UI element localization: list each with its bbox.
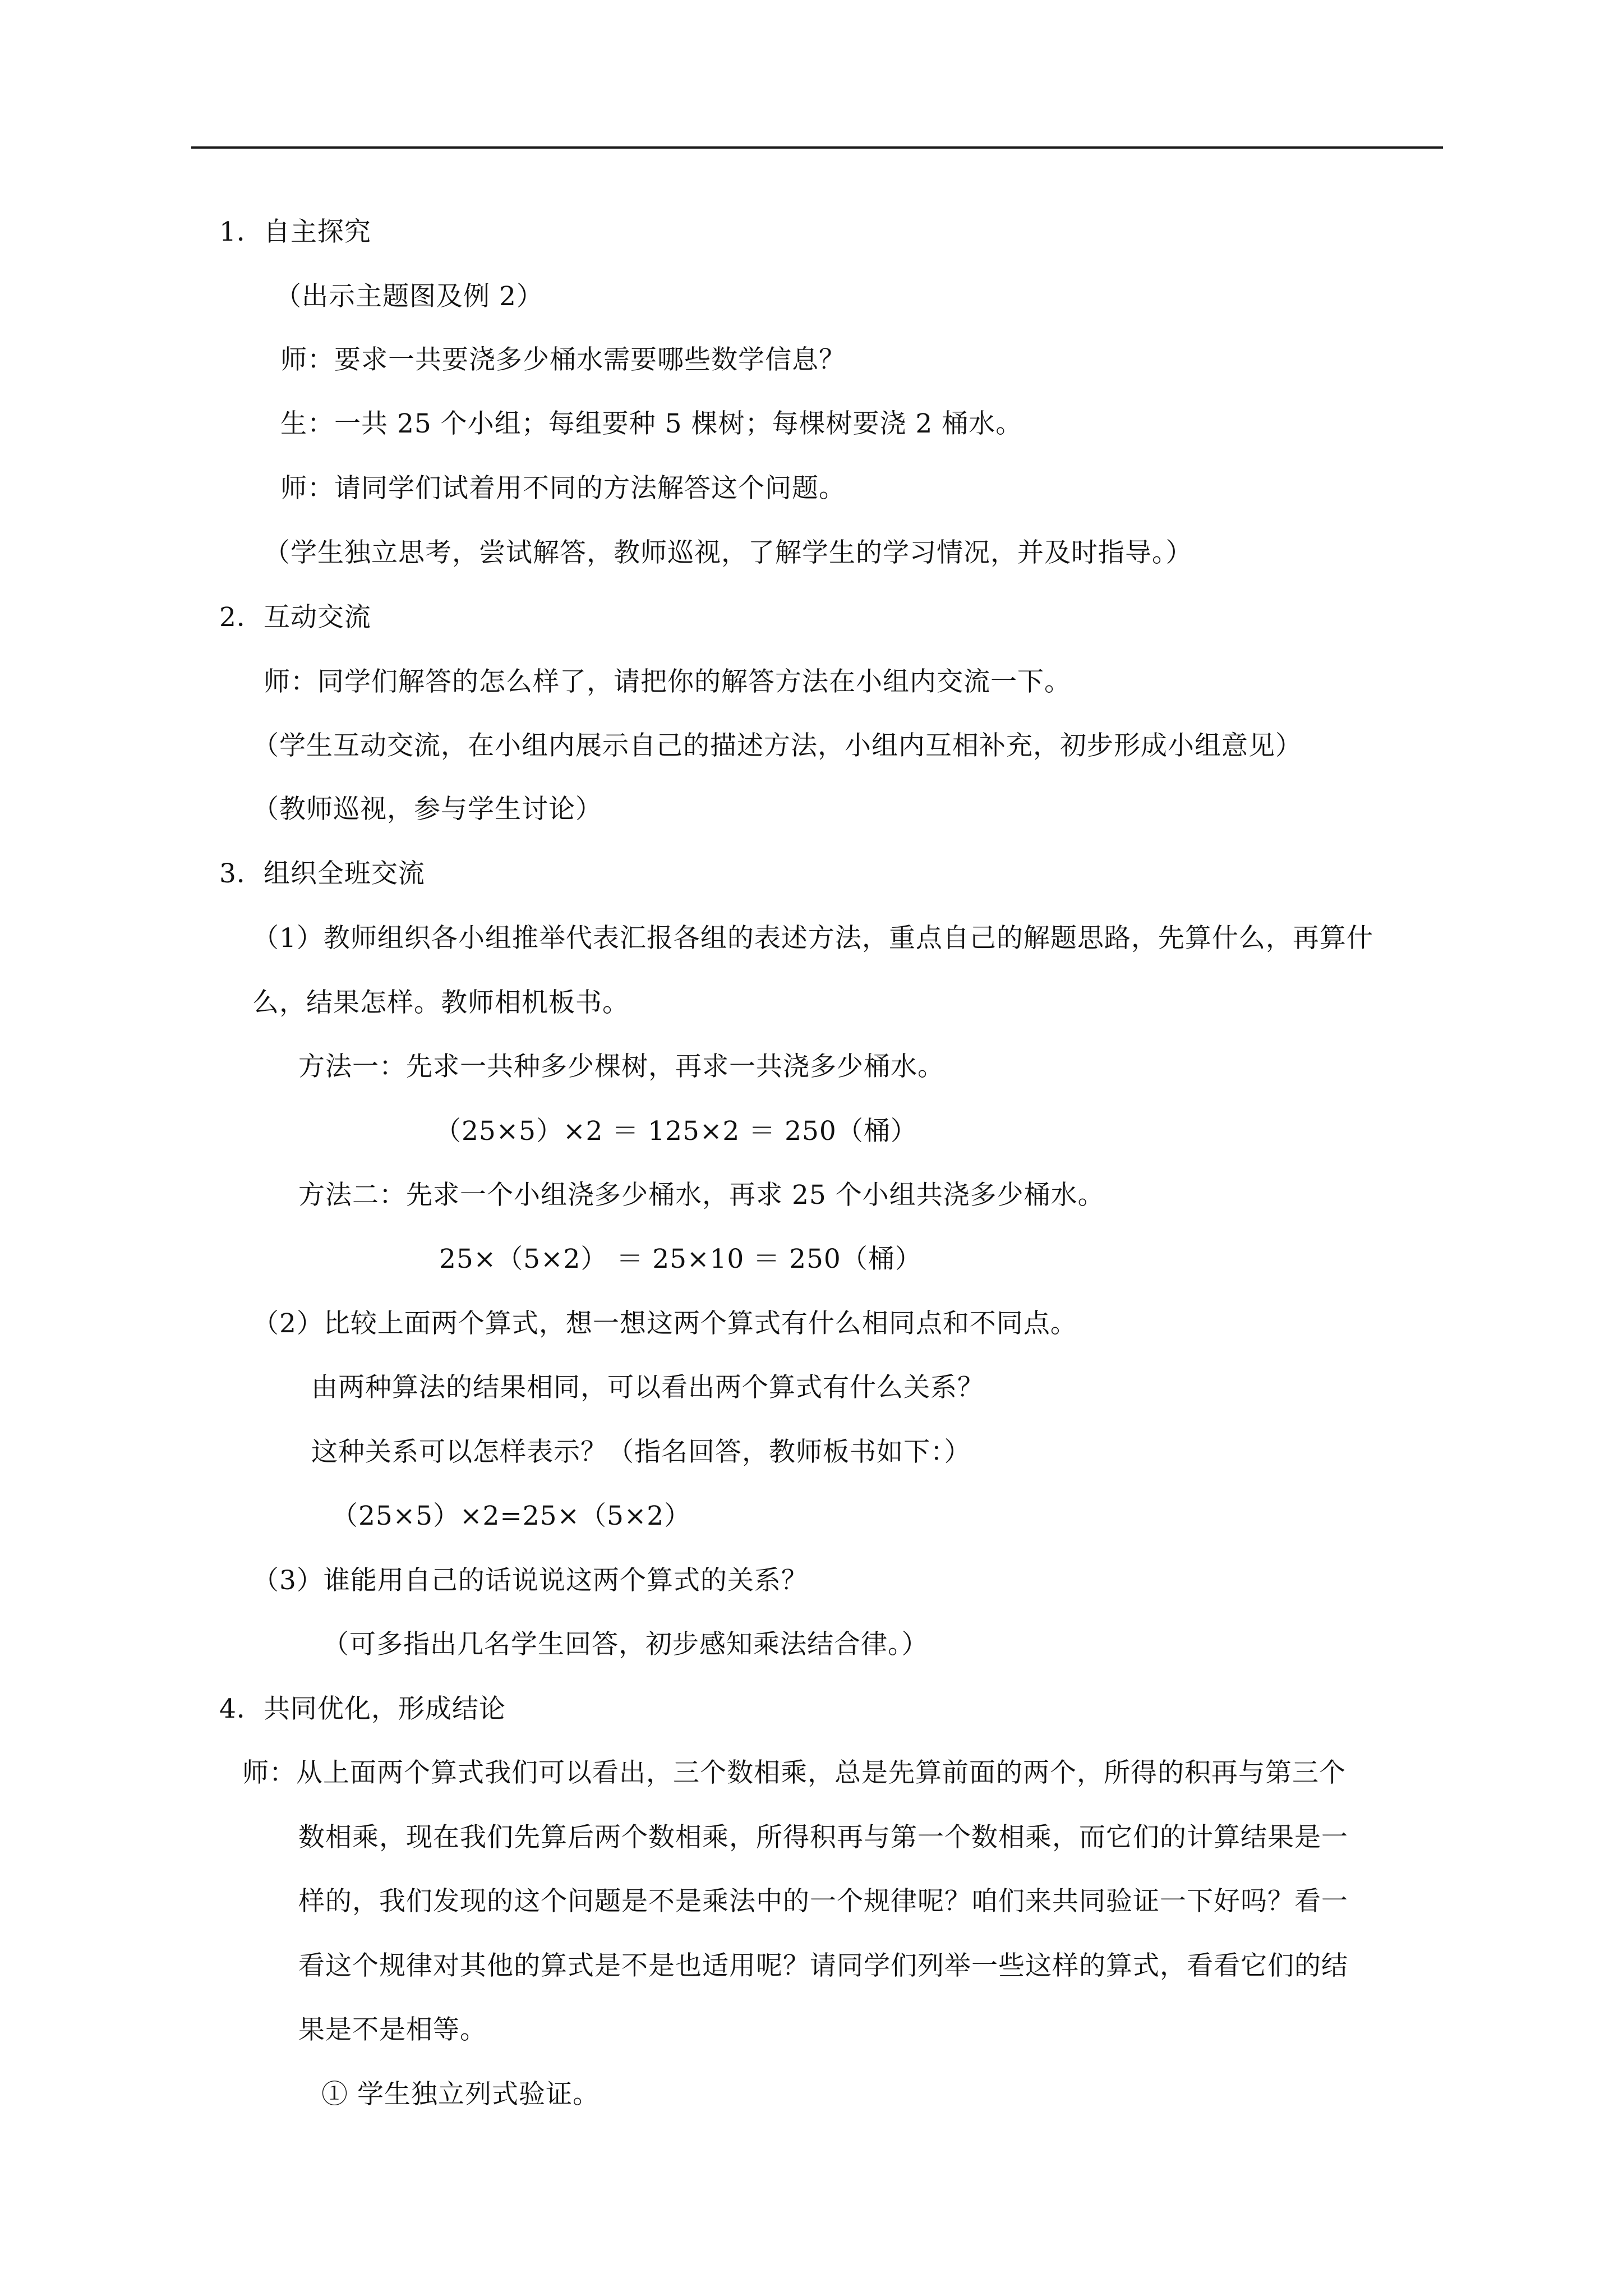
paragraph-line: （可多指出几名学生回答，初步感知乘法结合律。） [322,1629,929,1660]
method-two-line: 方法二：先求一个小组浇多少桶水，再求 25 个小组共浇多少桶水。 [298,1180,1105,1211]
paragraph-line: 这种关系可以怎样表示？（指名回答，教师板书如下：） [311,1437,971,1467]
paragraph-line: ① 学生独立列式验证。 [321,2079,600,2110]
formula-line: （25×5）×2 ＝ 125×2 ＝ 250（桶） [435,1116,917,1147]
paragraph-line: （学生独立思考，尝试解答，教师巡视，了解学生的学习情况，并及时指导。） [264,537,1193,568]
paragraph-line: 样的，我们发现的这个问题是不是乘法中的一个规律呢？咱们来共同验证一下好吗？看一 [298,1886,1348,1917]
paragraph-line: 师：同学们解答的怎么样了，请把你的解答方法在小组内交流一下。 [264,666,1071,697]
paragraph-line: 师：请同学们试着用不同的方法解答这个问题。 [280,473,846,504]
method-one-line: 方法一：先求一共种多少棵树，再求一共浇多少桶水。 [298,1051,944,1082]
paragraph-line: 看这个规律对其他的算式是不是也适用呢？请同学们列举一些这样的算式，看看它们的结 [298,1950,1348,1981]
paragraph-line: （3）谁能用自己的话说说这两个算式的关系？ [252,1565,808,1596]
paragraph-line: （2）比较上面两个算式，想一想这两个算式有什么相同点和不同点。 [252,1308,1077,1339]
section-heading-4: 4．共同优化，形成结论 [219,1694,506,1724]
paragraph-line: （1）教师组织各小组推举代表汇报各组的表述方法，重点自己的解题思路，先算什么，再算什 [252,923,1373,954]
paragraph-line: 果是不是相等。 [298,2014,487,2045]
paragraph-line: 师：从上面两个算式我们可以看出，三个数相乘，总是先算前面的两个，所得的积再与第三个 [242,1757,1346,1788]
header-rule [191,146,1443,149]
section-heading-2: 2．互动交流 [219,602,371,633]
paragraph-line: （教师巡视，参与学生讨论） [252,794,602,825]
paragraph-line: 数相乘，现在我们先算后两个数相乘，所得积再与第一个数相乘，而它们的计算结果是一 [298,1822,1348,1853]
paragraph-line: 生：一共 25 个小组；每组要种 5 棵树；每棵树要浇 2 桶水。 [280,408,1023,439]
paragraph-line: 么，结果怎样。教师相机板书。 [252,987,629,1018]
paragraph-line: （出示主题图及例 2） [275,281,543,312]
section-heading-1: 1．自主探究 [219,217,371,247]
formula-line: 25×（5×2） ＝ 25×10 ＝ 250（桶） [439,1244,922,1274]
formula-line: （25×5）×2=25×（5×2） [331,1501,691,1531]
paragraph-line: 师：要求一共要浇多少桶水需要哪些数学信息？ [280,344,846,375]
paragraph-line: 由两种算法的结果相同，可以看出两个算式有什么关系？ [311,1372,984,1403]
section-heading-3: 3．组织全班交流 [219,858,425,889]
paragraph-line: （学生互动交流，在小组内展示自己的描述方法，小组内互相补充，初步形成小组意见） [252,730,1302,761]
